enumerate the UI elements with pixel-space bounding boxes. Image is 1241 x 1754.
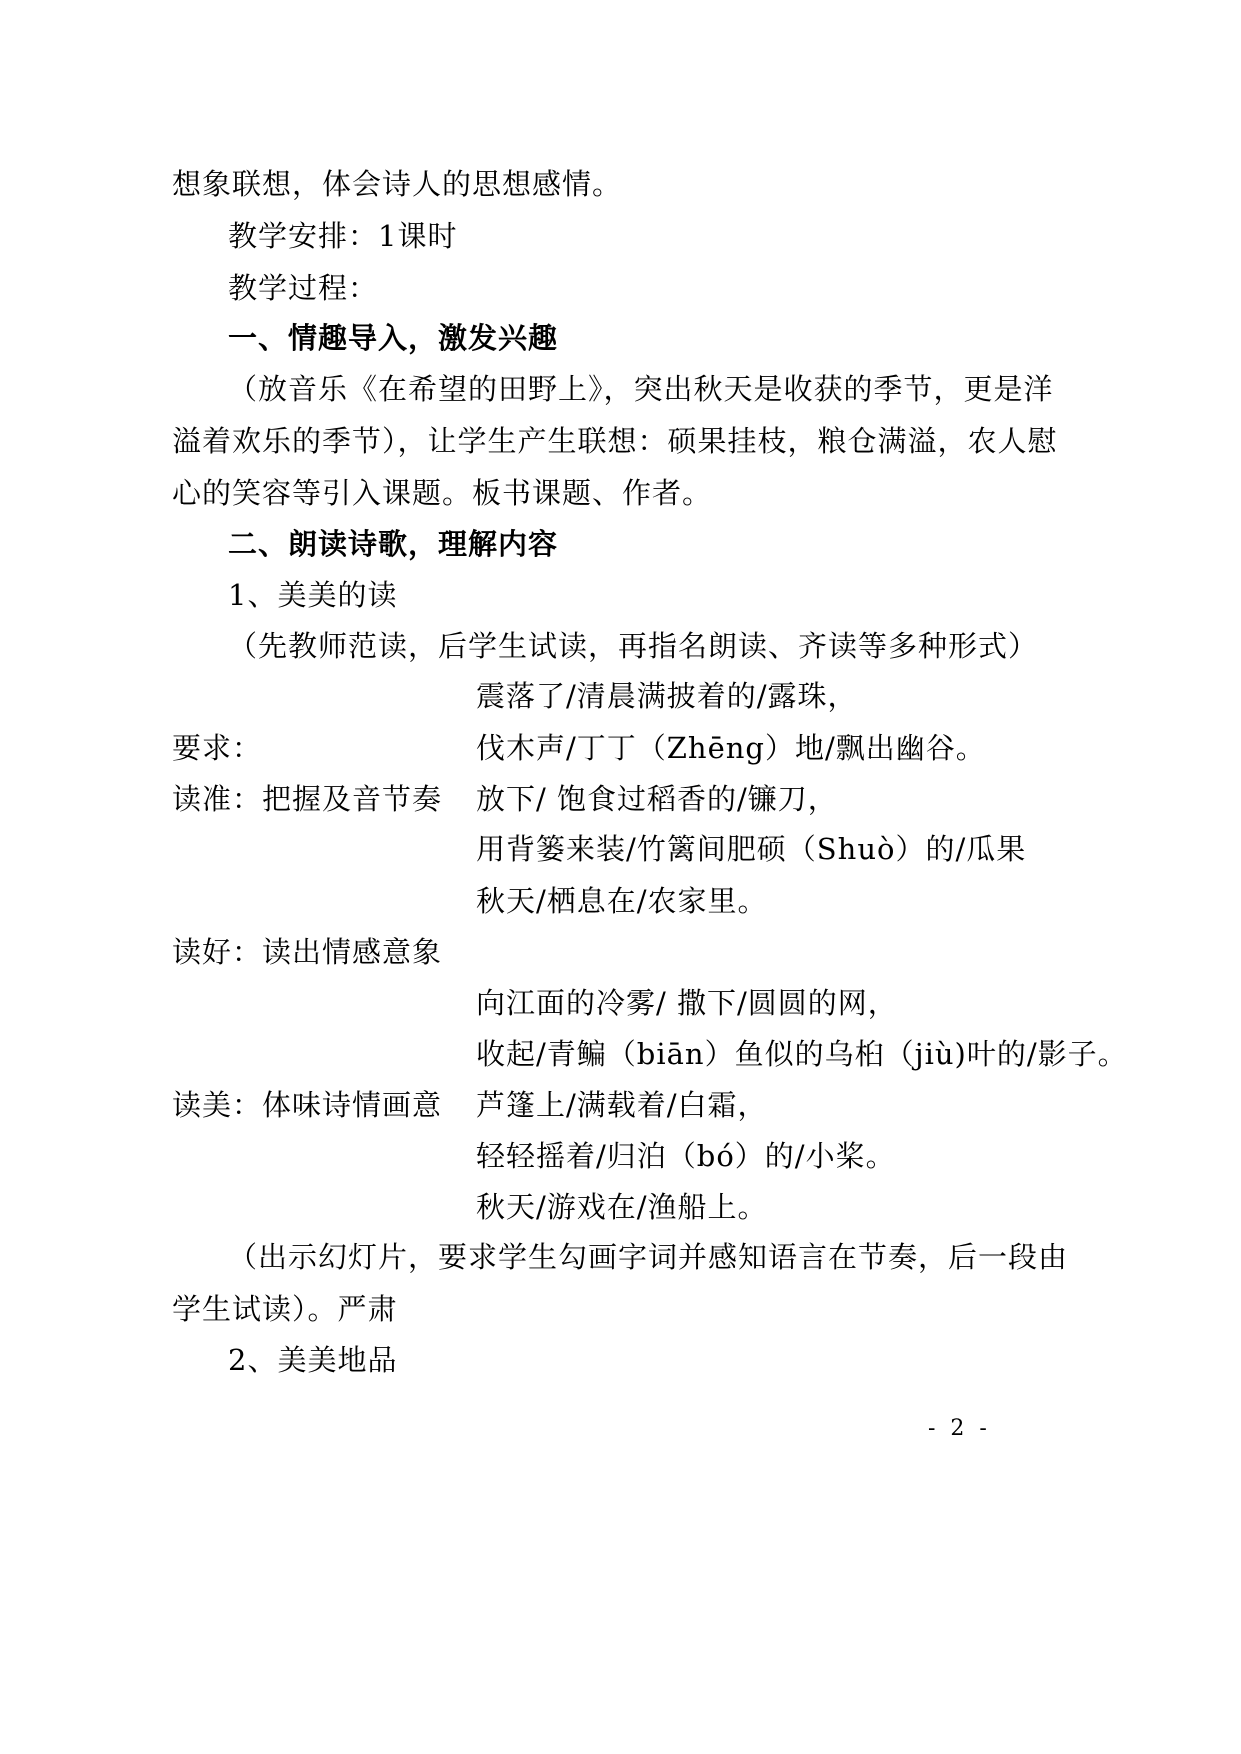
requirement-item: 读好：读出情感意象 bbox=[172, 935, 443, 969]
poem-line: 震落了/清晨满披着的/露珠， bbox=[476, 679, 858, 713]
item-2-heading: 2、美美地品 bbox=[228, 1343, 398, 1377]
poem-line: 芦篷上/满载着/白霜， bbox=[476, 1088, 768, 1122]
section1-paragraph-line: （放音乐《在希望的田野上》，突出秋天是收获的季节，更是洋 bbox=[228, 372, 1054, 406]
requirement-item: 读美：体味诗情画意 bbox=[172, 1088, 443, 1122]
reading-method-note: （先教师范读，后学生试读，再指名朗读、齐读等多种形式） bbox=[228, 629, 1039, 663]
teaching-process-label: 教学过程： bbox=[228, 271, 379, 305]
slide-note-line: （出示幻灯片，要求学生勾画字词并感知语言在节奏，后一段由 bbox=[228, 1240, 1069, 1274]
section1-paragraph-line: 溢着欢乐的季节），让学生产生联想：硕果挂枝，粮仓满溢，农人慰 bbox=[172, 424, 1058, 458]
poem-line: 收起/青鳊（biān）鱼似的乌桕（jiù)叶的/影子。 bbox=[476, 1037, 1128, 1071]
intro-tail-text: 想象联想，体会诗人的思想感情。 bbox=[172, 167, 623, 201]
teaching-schedule: 教学安排：1课时 bbox=[228, 219, 458, 253]
section-heading-2: 二、朗读诗歌，理解内容 bbox=[228, 527, 559, 561]
poem-line: 伐木声/丁丁（Zhēng）地/飘出幽谷。 bbox=[476, 731, 986, 765]
page-number: - 2 - bbox=[928, 1416, 991, 1441]
poem-line: 向江面的冷雾/ 撒下/圆圆的网， bbox=[476, 986, 898, 1020]
section-heading-1: 一、情趣导入，激发兴趣 bbox=[228, 321, 559, 355]
item-1-heading: 1、美美的读 bbox=[228, 578, 398, 612]
requirement-label: 要求： bbox=[172, 731, 263, 765]
section1-paragraph-line: 心的笑容等引入课题。板书课题、作者。 bbox=[172, 476, 713, 510]
poem-line: 秋天/游戏在/渔船上。 bbox=[476, 1190, 768, 1224]
poem-line: 轻轻摇着/归泊（bó）的/小桨。 bbox=[476, 1139, 896, 1173]
poem-line: 秋天/栖息在/农家里。 bbox=[476, 884, 768, 918]
requirement-item: 读准：把握及音节奏 bbox=[172, 782, 443, 816]
slide-note-line: 学生试读）。严肃 bbox=[172, 1292, 398, 1326]
poem-line: 放下/ 饱食过稻香的/镰刀， bbox=[476, 782, 838, 816]
poem-line: 用背篓来装/竹篱间肥硕（Shuò）的/瓜果 bbox=[476, 832, 1027, 866]
